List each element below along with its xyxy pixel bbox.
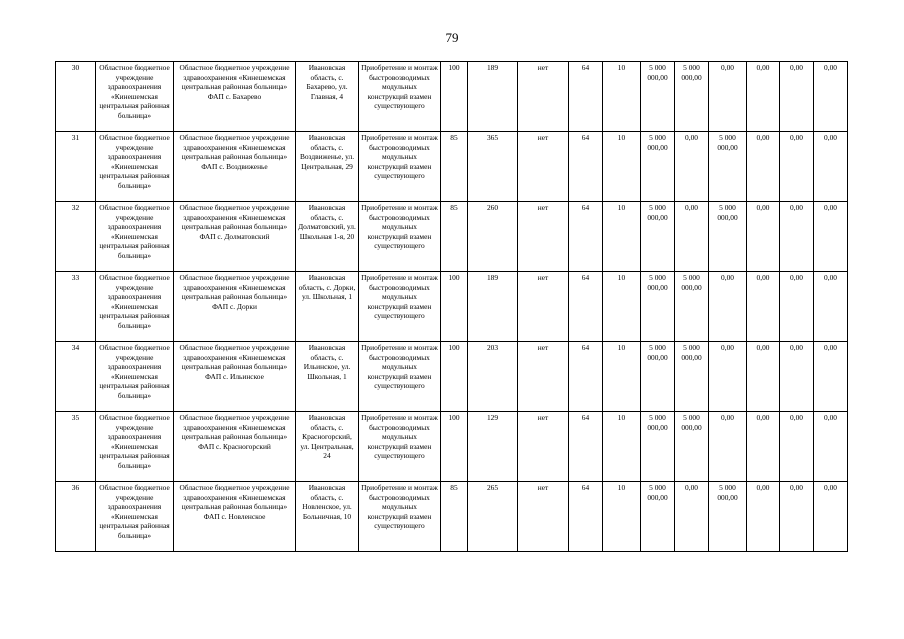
cell-year-1: 5 000 000,00 [675,62,709,132]
cell-object: Областное бюджетное учреждение здравоохранения «Кинешемская центральная районная больница» ФАП с. Ильинское [174,342,296,412]
cell-year-5: 0,00 [814,202,848,272]
table-row [56,272,848,342]
cell-work-type: Приобретение и монтаж быстровозводимых модульных конструкций взамен существующего [359,412,441,482]
cell-year-4: 0,00 [780,62,814,132]
cell-year-4: 0,00 [780,272,814,342]
cell-term: 10 [603,272,641,342]
cell-work-type: Приобретение и монтаж быстровозводимых модульных конструкций взамен существующего [359,62,441,132]
cell-term: 10 [603,132,641,202]
cell-total-cost: 5 000 000,00 [641,342,675,412]
cell-area: 189 [468,272,518,342]
cell-total-cost: 5 000 000,00 [641,132,675,202]
cell-total-cost: 5 000 000,00 [641,412,675,482]
table-body [56,62,848,552]
cell-year-5: 0,00 [814,132,848,202]
page-number: 79 [445,30,459,45]
cell-row-number: 32 [56,202,96,272]
cell-staff: 64 [569,482,603,552]
cell-year-4: 0,00 [780,412,814,482]
cell-year-5: 0,00 [814,412,848,482]
cell-customer: Областное бюджетное учреждение здравоохранения «Кинешемская центральная районная больница» [96,412,174,482]
cell-year-5: 0,00 [814,62,848,132]
cell-wear-percent: 100 [441,412,468,482]
cell-address: Ивановская область, с. Воздвиженье, ул. Центральная, 29 [296,132,359,202]
cell-year-2: 0,00 [709,412,747,482]
cell-area: 203 [468,342,518,412]
cell-year-2: 5 000 000,00 [709,202,747,272]
cell-availability: нет [518,202,569,272]
cell-year-1: 5 000 000,00 [675,342,709,412]
cell-work-type: Приобретение и монтаж быстровозводимых модульных конструкций взамен существующего [359,202,441,272]
cell-area: 129 [468,412,518,482]
cell-term: 10 [603,412,641,482]
facilities-table [55,61,848,552]
cell-staff: 64 [569,62,603,132]
cell-year-3: 0,00 [747,62,780,132]
cell-term: 10 [603,202,641,272]
cell-year-4: 0,00 [780,482,814,552]
table-row [56,132,848,202]
cell-year-3: 0,00 [747,482,780,552]
table-row [56,62,848,132]
cell-staff: 64 [569,272,603,342]
cell-availability: нет [518,482,569,552]
cell-term: 10 [603,342,641,412]
cell-object: Областное бюджетное учреждение здравоохранения «Кинешемская центральная районная больница» ФАП с. Новленское [174,482,296,552]
cell-customer: Областное бюджетное учреждение здравоохранения «Кинешемская центральная районная больница» [96,272,174,342]
cell-total-cost: 5 000 000,00 [641,202,675,272]
cell-staff: 64 [569,202,603,272]
cell-row-number: 30 [56,62,96,132]
cell-object: Областное бюджетное учреждение здравоохранения «Кинешемская центральная районная больница» ФАП с. Воздвиженье [174,132,296,202]
cell-row-number: 36 [56,482,96,552]
cell-availability: нет [518,132,569,202]
cell-year-2: 0,00 [709,62,747,132]
cell-wear-percent: 100 [441,342,468,412]
cell-availability: нет [518,342,569,412]
cell-area: 189 [468,62,518,132]
cell-year-2: 0,00 [709,272,747,342]
cell-year-5: 0,00 [814,482,848,552]
cell-row-number: 34 [56,342,96,412]
cell-customer: Областное бюджетное учреждение здравоохранения «Кинешемская центральная районная больница» [96,132,174,202]
cell-row-number: 33 [56,272,96,342]
cell-work-type: Приобретение и монтаж быстровозводимых модульных конструкций взамен существующего [359,272,441,342]
cell-term: 10 [603,482,641,552]
cell-wear-percent: 85 [441,202,468,272]
cell-address: Ивановская область, с. Новленское, ул. Больничная, 10 [296,482,359,552]
table-row [56,482,848,552]
table-row [56,342,848,412]
cell-area: 365 [468,132,518,202]
cell-year-2: 5 000 000,00 [709,482,747,552]
cell-customer: Областное бюджетное учреждение здравоохранения «Кинешемская центральная районная больница» [96,342,174,412]
cell-year-1: 5 000 000,00 [675,272,709,342]
cell-year-1: 5 000 000,00 [675,412,709,482]
cell-total-cost: 5 000 000,00 [641,272,675,342]
cell-work-type: Приобретение и монтаж быстровозводимых модульных конструкций взамен существующего [359,132,441,202]
cell-object: Областное бюджетное учреждение здравоохранения «Кинешемская центральная районная больница» ФАП с. Долматовский [174,202,296,272]
cell-year-4: 0,00 [780,132,814,202]
cell-year-3: 0,00 [747,342,780,412]
cell-total-cost: 5 000 000,00 [641,482,675,552]
cell-year-1: 0,00 [675,202,709,272]
cell-year-3: 0,00 [747,132,780,202]
cell-year-2: 0,00 [709,342,747,412]
cell-wear-percent: 85 [441,482,468,552]
table-row [56,202,848,272]
cell-address: Ивановская область, с. Ильинское, ул. Школьная, 1 [296,342,359,412]
cell-year-2: 5 000 000,00 [709,132,747,202]
cell-total-cost: 5 000 000,00 [641,62,675,132]
cell-object: Областное бюджетное учреждение здравоохранения «Кинешемская центральная районная больница» ФАП с. Красногорский [174,412,296,482]
cell-year-4: 0,00 [780,342,814,412]
cell-wear-percent: 100 [441,272,468,342]
cell-availability: нет [518,272,569,342]
cell-wear-percent: 100 [441,62,468,132]
table-row [56,412,848,482]
cell-row-number: 35 [56,412,96,482]
cell-address: Ивановская область, с. Долматовский, ул. Школьная 1-я, 20 [296,202,359,272]
cell-year-3: 0,00 [747,272,780,342]
cell-staff: 64 [569,342,603,412]
cell-staff: 64 [569,132,603,202]
cell-area: 265 [468,482,518,552]
cell-year-1: 0,00 [675,132,709,202]
cell-work-type: Приобретение и монтаж быстровозводимых модульных конструкций взамен существующего [359,482,441,552]
cell-customer: Областное бюджетное учреждение здравоохранения «Кинешемская центральная районная больница» [96,482,174,552]
cell-address: Ивановская область, с. Красногорский, ул. Центральная, 24 [296,412,359,482]
cell-year-1: 0,00 [675,482,709,552]
cell-year-5: 0,00 [814,342,848,412]
cell-staff: 64 [569,412,603,482]
cell-customer: Областное бюджетное учреждение здравоохранения «Кинешемская центральная районная больница» [96,62,174,132]
cell-year-4: 0,00 [780,202,814,272]
cell-address: Ивановская область, с. Дорки, ул. Школьная, 1 [296,272,359,342]
cell-object: Областное бюджетное учреждение здравоохранения «Кинешемская центральная районная больница» ФАП с. Бахарево [174,62,296,132]
cell-address: Ивановская область, с. Бахарево, ул. Главная, 4 [296,62,359,132]
cell-work-type: Приобретение и монтаж быстровозводимых модульных конструкций взамен существующего [359,342,441,412]
cell-customer: Областное бюджетное учреждение здравоохранения «Кинешемская центральная районная больница» [96,202,174,272]
cell-year-3: 0,00 [747,202,780,272]
cell-term: 10 [603,62,641,132]
cell-availability: нет [518,62,569,132]
cell-year-3: 0,00 [747,412,780,482]
cell-area: 260 [468,202,518,272]
cell-year-5: 0,00 [814,272,848,342]
cell-availability: нет [518,412,569,482]
cell-object: Областное бюджетное учреждение здравоохранения «Кинешемская центральная районная больница» ФАП с. Дорки [174,272,296,342]
cell-row-number: 31 [56,132,96,202]
cell-wear-percent: 85 [441,132,468,202]
